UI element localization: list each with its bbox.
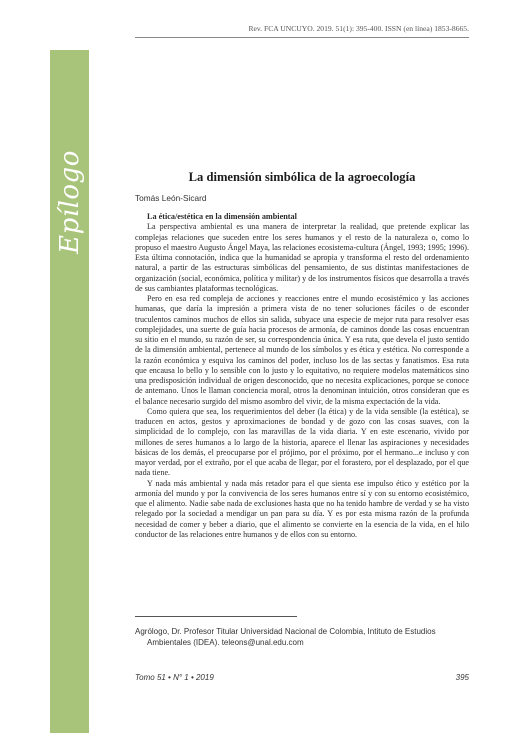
paragraph-2: Pero en esa red compleja de acciones y reacciones entre el mundo ecosistémico y las acciones humanas, que daría la impresión a primera vista de no tener soluciones fáciles o de esconder truculentos caminos muchos de ellos sin salida, subyace una especie de mejor ruta para resolver esas complejidades, una suerte de guía hacia procesos de armonía, de caminos donde las cosas encuentran su sitio en el mundo, su razón de ser, su correspondencia única. Y esa ruta, que devela el justo sentido de la dimensión ambiental, pertenece al mundo de los símbolos y es ética y estética. No corresponde a la razón económica y esquiva los caminos del poder, incluso los de las sectas y fanatismos. Esa ruta que encausa lo bello y lo sensible con lo justo y lo equitativo, no requiere modelos matemáticos sino una predisposición individual de origen desconocido, que no necesita explicaciones, porque se conoce de antemano. Unos le llaman conciencia moral, otros la denominan intuición, otros consideran que es el balance necesario surgido del mismo asombro del vivir, de la misma expectación de la vida. — [135, 294, 469, 406]
footnote-line-1: Agrólogo, Dr. Profesor Titular Universidad Nacional de Colombia, Intituto de Estudios — [135, 627, 436, 636]
paragraph-4: Y nada más ambiental y nada más retador para el que sienta ese impulso ético y estético por la armonía del mundo y por la convivencia de los seres humanos entre sí y con su entorno ecosistémico, que el alimento. Nadie sabe nada de exclusiones hasta que no ha tenido hambre de verdad y se ha visto relegado por la sociedad a mendigar un pan para su día. Y es por esta misma razón de la profunda necesidad de comer y beber a diario, que el alimento se convierte en la esencia de la vida, en el hilo conductor de las relaciones entre humanos y de ellos con su entorno. — [135, 478, 469, 539]
paragraph-1: La perspectiva ambiental es una manera de interpretar la realidad, que pretende explicar las complejas relaciones que suceden entre los seres humanos y el resto de la naturaleza o, como lo propuso el maestro Augusto Ángel Maya, las relaciones ecosistema-cultura (Ángel, 1993; 1995; 1996). Esta última connotación, indica que la humanidad se apropia y transforma el resto del ordenamiento natural, a partir de las estructuras simbólicas del pensamiento, de sus distintas manifestaciones de organización (social, económica, política y militar) y de los instrumentos físicos que desarrolla a través de sus cambiantes plataformas tecnológicas. — [135, 222, 469, 293]
author-name: Tomás León-Sicard — [135, 193, 207, 203]
page-number: 395 — [455, 673, 469, 682]
footnote-rule — [135, 616, 297, 617]
paragraph-3: Como quiera que sea, los requerimientos del deber (la ética) y de la vida sensible (la estética), se traducen en actos, gestos y aproximaciones de bondad y de gozo con las cosas suaves, con la simplicidad de lo complejo, con las maravillas de la vida diaria. Y en este escenario, vivido por millones de seres humanos a lo largo de la historia, aparece el llenar las aspiraciones y necesidades básicas de los demás, el preocuparse por el prójimo, por el próximo, por el hermano...e incluso y con mayor verdad, por el extraño, por el que acaba de llegar, por el forastero, por el desplazado, por el que nada tiene. — [135, 406, 469, 478]
section-label-text: Epílogo — [54, 150, 85, 254]
author-footnote — [135, 627, 469, 648]
footer-volume: Tomo 51 • N° 1 • 2019 — [135, 673, 214, 682]
footnote-line-2: Ambientales (IDEA). teleons@unal.edu.com — [147, 637, 304, 647]
header-rule — [135, 37, 469, 38]
article-body — [135, 212, 469, 540]
section-heading: La ética/estética en la dimensión ambiental — [147, 212, 297, 221]
sidebar-section-label — [50, 122, 89, 282]
journal-header: Rev. FCA UNCUYO. 2019. 51(1): 395-400. ISSN (en línea) 1853-8665. — [248, 24, 469, 33]
article-title: La dimensión simbólica de la agroecología — [188, 170, 416, 184]
